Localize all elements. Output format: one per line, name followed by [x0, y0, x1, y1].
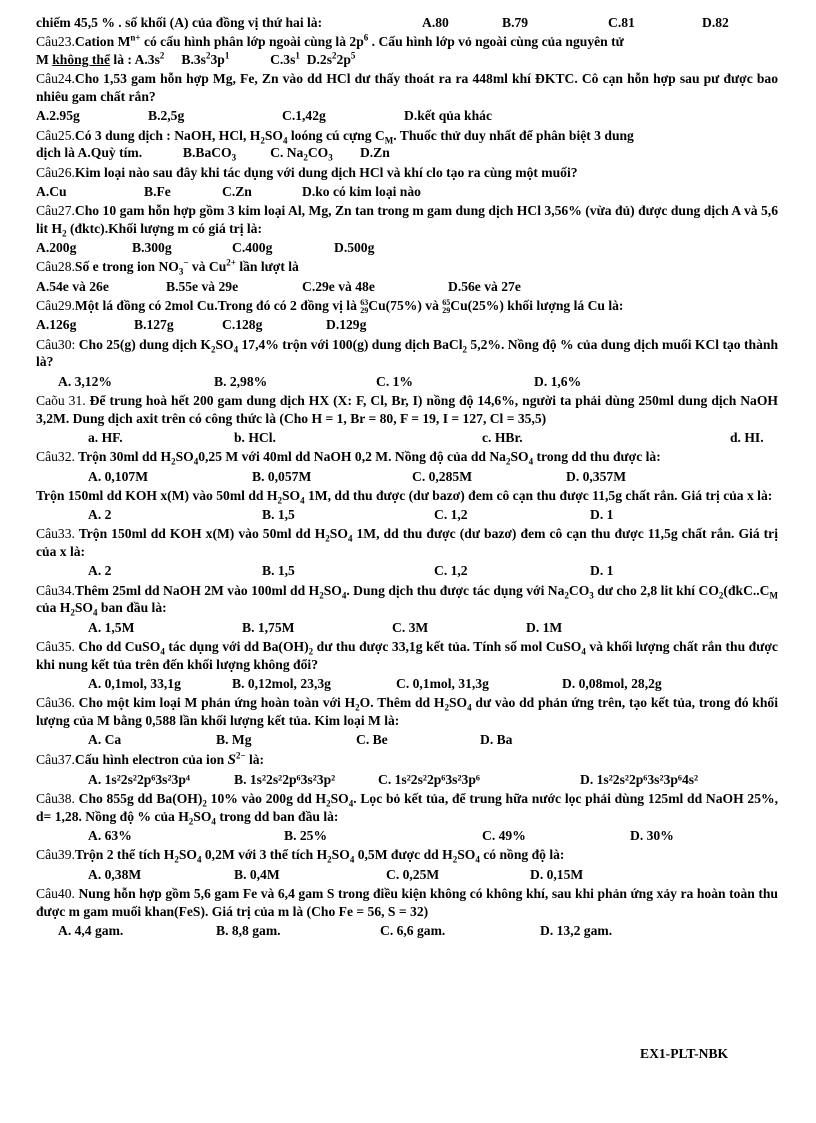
- question-number: Câu25.: [36, 127, 75, 143]
- option-d: D.kết qủa khác: [404, 108, 493, 124]
- option-d: D. 30%: [630, 828, 674, 844]
- question-39: Câu39.Trộn 2 thể tích $H_2SO_4$ 0,2M với 3 thể tích $H_2SO_4$ 0,5M được dd $H_2SO_4$ có nồng độ là:: [36, 847, 565, 866]
- option-b: B.79: [502, 15, 529, 30]
- question-number: Câu38.: [36, 791, 75, 807]
- question-26-options: [36, 183, 778, 201]
- option-d: D.500g: [334, 240, 375, 256]
- question-33: Câu33. Trộn 150ml dd KOH x(M) vào 50ml dd $H_2SO_4$ 1M, dd thu được (dư bazơ) đem cô cạn thu được 11,5g chất rắn. Giá trị của x là:: [36, 526, 778, 560]
- option-a: A. 2: [88, 563, 112, 579]
- option-c: C. 0,1mol, 31,3g: [396, 676, 489, 692]
- question-34-options: [36, 619, 778, 637]
- question-29: Câu29.Một lá đồng có 2mol Cu.Trong đó có 2 đồng vị là 63 29Cu(75%) và 65 29Cu(25%) khối lượng lá Cu là:: [36, 297, 624, 315]
- option-b: B. 25%: [284, 828, 328, 844]
- question-text: chiếm 45,5 % . số khối (A) của đồng vị thứ hai là:: [36, 15, 323, 30]
- option-d: D. Ba: [480, 732, 513, 748]
- question-number: Câu26.: [36, 164, 75, 180]
- option-a: A. 1s²2s²2p⁶3s²3p⁴: [88, 771, 190, 787]
- question-40-options: [36, 922, 778, 940]
- option-a: A. 1,5M: [88, 619, 135, 635]
- question-26: Câu26.Kim loại nào sau đây khi tác dụng với dung dịch HCl và khí clo tạo ra cùng một muối?: [36, 164, 578, 180]
- option-d: D. 0,15M: [530, 866, 584, 882]
- question-35: Câu35. Cho dd CuSO$_4$ tác dụng với dd $Ba(OH)_2$ dư thu được 33,1g kết tủa. Tính số mol CuSO$_4$ và khối lượng chất rắn thu được khi nung kết tủa trên đến khối lượng không đổi?: [36, 639, 778, 672]
- question-32: Câu32. Trộn 30ml dd $H_2SO_40,25$ M với 40ml dd NaOH 0,2 M. Nồng độ của dd $Na_2SO_4$ trong dd thu được là:: [36, 449, 661, 468]
- option-b: B. 1s²2s²2p⁶3s²3p²: [234, 771, 336, 787]
- question-30-options: [36, 373, 778, 391]
- option-b: B. 0,12mol, 23,3g: [232, 676, 331, 692]
- question-number: Câu33.: [36, 526, 75, 542]
- option-d: D.ko có kim loại nào: [302, 183, 421, 199]
- question-31: Caõu 31. Để trung hoà hết 200 gam dung dịch HX (X: F, Cl, Br, I) nồng độ 14,6%, người ta phải dùng 250ml dung dịch NaOH 3,2M. Dung dịch axit trên có công thức là (Cho H = 1, Br = 80, F = 19, I = 127, Cl = 35,5): [36, 393, 778, 426]
- exam-page: [36, 14, 778, 941]
- question-number: Câu30:: [36, 336, 76, 352]
- option-d: D. 0,357M: [566, 468, 627, 484]
- option-c: C. 1s²2s²2p⁶3s²3p⁶: [378, 771, 480, 787]
- question-31-options: [36, 429, 778, 447]
- option-d: D. 1s²2s²2p⁶3s²3p⁶4s²: [580, 771, 699, 787]
- option-d: D. 1: [590, 563, 614, 579]
- option-d: D.82: [702, 15, 729, 30]
- option-c: C. 0,25M: [386, 866, 440, 882]
- option-d: D.56e và 27e: [448, 278, 521, 294]
- option-d: d. HI.: [730, 430, 764, 446]
- question-35-options: [36, 675, 778, 693]
- option-d: D.129g: [326, 317, 367, 333]
- question-number: Câu32.: [36, 449, 75, 465]
- option-c: C.1,42g: [282, 108, 326, 124]
- option-a: A. 0,38M: [88, 866, 142, 882]
- option-a: A.2.95g: [36, 108, 80, 124]
- option-b: B.300g: [132, 240, 172, 256]
- option-b: B. 0,057M: [252, 468, 312, 484]
- option-b: B.Fe: [144, 183, 171, 199]
- option-c: C.400g: [232, 240, 273, 256]
- option-d: D. 13,2 gam.: [540, 923, 613, 939]
- question-32-options: [36, 468, 778, 486]
- option-d: D. 1: [590, 507, 614, 523]
- option-b: B.127g: [134, 317, 174, 333]
- option-c: C.128g: [222, 317, 263, 333]
- option-b: B. 8,8 gam.: [216, 923, 281, 939]
- option-c: C. Be: [356, 732, 388, 748]
- option-b: B. 2,98%: [214, 373, 268, 389]
- option-c: C. 1%: [376, 373, 414, 389]
- option-d: D. 1M: [526, 619, 563, 635]
- option-b: b. HCl.: [234, 430, 276, 446]
- question-23: Câu23.Cation $M^{n+}$ có cấu hình phân lớp ngoài cùng là $2p^6$ . Cấu hình lớp vỏ ngoài cùng của nguyên tử M không thể là : $A.3s^2$ $B.3s^23p^1$ $C.3s^1$ $D.2s^22p^5$: [36, 32, 624, 67]
- question-30: Câu30: Cho 25(g) dung dịch $K_2SO_4$ 17,4% trộn với 100(g) dung dịch BaCl$_2$ 5,2%. Nồng độ % của dung dịch muối KCl tạo thành là?: [36, 336, 779, 370]
- question-25: Câu25.Có 3 dung dịch : NaOH, HCl, $H_2SO_4$ loóng cú cựng $C_M$. Thuốc thử duy nhất để phân biệt 3 dung dịch là A.Quỳ tím. B.BaCO$_3$ C. $Na_2CO_3$ D.Zn: [36, 127, 634, 163]
- question-27-options: [36, 239, 778, 257]
- option-a: A. 0,107M: [88, 468, 149, 484]
- option-b: B.55e và 29e: [166, 278, 239, 294]
- option-a: A.54e và 26e: [36, 278, 109, 294]
- question-number: Câu24.: [36, 71, 75, 87]
- option-b: B. 1,5: [262, 563, 295, 579]
- option-d: D. 0,08mol, 28,2g: [562, 676, 662, 692]
- question-number: Câu35.: [36, 639, 75, 655]
- question-38: Câu38. Cho 855g dd $Ba(OH)_2$ 10% vào 200g dd $H_2SO_4$. Lọc bỏ kết tủa, để trung hữa nước lọc phải dùng 125ml dd NaOH 25%, d= 1,28. Nồng độ % của $H_2SO_4$ trong dd ban đầu là:: [36, 791, 778, 827]
- question-number: Caõu 31.: [36, 393, 86, 409]
- question-37-options: [36, 771, 778, 789]
- question-number: Câu28.: [36, 259, 75, 275]
- option-c: C. 1,2: [434, 507, 468, 523]
- question-24-options: [36, 107, 778, 125]
- question-number: Câu34.: [36, 582, 75, 598]
- option-c: C. 49%: [482, 828, 526, 844]
- option-a: A.80: [422, 15, 449, 30]
- option-a: A. 0,1mol, 33,1g: [88, 676, 181, 692]
- question-28-options: [36, 278, 778, 296]
- option-c: C.Zn: [222, 183, 252, 199]
- question-unnumbered: Trộn 150ml dd KOH x(M) vào 50ml dd $H_2SO_4$ 1M, dd thu được (dư bazơ) đem cô cạn thu được 11,5g chất rắn. Giá trị của x là:: [36, 487, 773, 506]
- question-33-options: [36, 562, 778, 580]
- option-c: C. 0,285M: [412, 468, 473, 484]
- question-number: Câu40.: [36, 886, 75, 902]
- option-c: C.81: [608, 15, 635, 30]
- option-a: A. 63%: [88, 828, 132, 844]
- option-c: c. HBr.: [482, 430, 523, 446]
- question-number: Câu27.: [36, 203, 75, 219]
- option-a: A.200g: [36, 240, 77, 256]
- option-b: B. 1,75M: [242, 619, 295, 635]
- question-36: Câu36. Cho một kim loại M phản ứng hoàn toàn với $H_2O$. Thêm dd $H_2SO_4$ dư vào dd phản ứng trên, tạo kết tủa, trong đó khối lượng của M bằng 0,588 lần khối lượng kết tủa. Kim loại M là:: [36, 695, 778, 729]
- question-28: Câu28.Số e trong ion $NO_3^-$ và $Cu^{2+}$ lần lượt là: [36, 257, 299, 278]
- option-c: C. 3M: [392, 619, 429, 635]
- option-d: D. 1,6%: [534, 373, 582, 389]
- option-a: A. Ca: [88, 732, 122, 748]
- option-c: C.29e và 48e: [302, 278, 375, 294]
- question-40: Câu40. Nung hỗn hợp gồm 5,6 gam Fe và 6,4 gam S trong điều kiện không có không khí, sau khi phản ứng xảy ra hoàn toàn thu được m gam muối khan(FeS). Giá trị của m là (Cho Fe = 56, S = 32): [36, 886, 778, 919]
- question-unnumbered-options: [36, 506, 778, 524]
- option-a: a. HF.: [88, 430, 123, 446]
- document-code: EX1-PLT-NBK: [640, 1046, 729, 1061]
- option-a: A. 2: [88, 507, 112, 523]
- option-b: B. 0,4M: [234, 866, 280, 882]
- option-b: B. 1,5: [262, 507, 295, 523]
- question-37: Câu37.Cấu hình electron của ion $S^{2-}$ là:: [36, 750, 265, 768]
- option-b: B.2,5g: [148, 108, 185, 124]
- question-38-options: [36, 827, 778, 845]
- option-a: A.126g: [36, 317, 77, 333]
- question-number: Câu39.: [36, 847, 75, 863]
- option-a: A. 4,4 gam.: [58, 923, 124, 939]
- question-36-options: [36, 731, 778, 749]
- option-c: C. 6,6 gam.: [380, 923, 446, 939]
- question-number: Câu37.: [36, 751, 75, 767]
- question-number: Câu36.: [36, 695, 75, 711]
- option-a: A. 3,12%: [58, 373, 112, 389]
- question-27: Câu27.Cho 10 gam hỗn hợp gồm 3 kim loại Al, Mg, Zn tan trong m gam dung dịch HCl 3,56% (vừa đủ) được dung dịch A và 5,6 lit $H_2$ (đktc).Khối lượng m có giá trị là:: [36, 203, 778, 239]
- question-29-options: [36, 316, 778, 334]
- question-22-tail: [36, 14, 778, 32]
- option-b: B. Mg: [216, 732, 252, 748]
- question-34: Câu34.Thêm 25ml dd NaOH 2M vào 100ml dd $H_2SO_4$. Dung dịch thu được tác dụng với $Na_2CO_3$ dư cho 2,8 lit khí $CO_2(đkC..C_M$ của $H_2SO_4$ ban đầu là:: [36, 582, 778, 619]
- question-number: Câu23.: [36, 34, 75, 50]
- question-24: Câu24.Cho 1,53 gam hỗn hợp Mg, Fe, Zn vào dd HCl dư thấy thoát ra ra 448ml khí ĐKTC. Cô cạn hỗn hợp sau pư được bao nhiêu gam chất rắn?: [36, 71, 778, 104]
- question-number: Câu29.: [36, 298, 75, 313]
- option-a: A.Cu: [36, 183, 67, 199]
- option-c: C. 1,2: [434, 563, 468, 579]
- question-39-options: [36, 866, 778, 884]
